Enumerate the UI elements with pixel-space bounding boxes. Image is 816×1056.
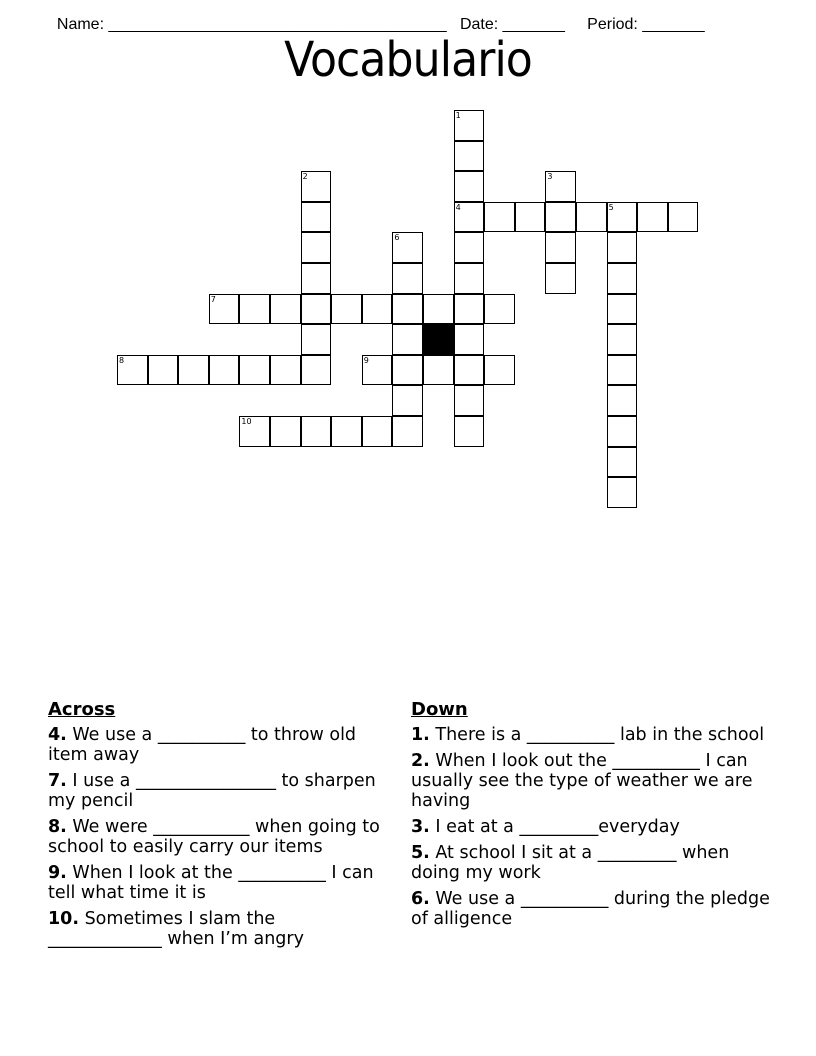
grid-cell[interactable] (362, 416, 393, 447)
grid-cell[interactable] (392, 324, 423, 355)
grid-cell[interactable] (454, 232, 485, 263)
grid-cell[interactable] (301, 294, 332, 325)
grid-cell[interactable] (545, 263, 576, 294)
grid-cell[interactable] (301, 202, 332, 233)
grid-cell[interactable] (607, 202, 638, 233)
name-field[interactable]: Name: ______________________________________ (56, 16, 447, 33)
black-cell (423, 324, 454, 355)
grid-cell[interactable] (270, 416, 301, 447)
grid-cell[interactable] (454, 202, 485, 233)
clue-number: 9 (363, 355, 369, 365)
grid-cell[interactable] (423, 355, 454, 386)
grid-cell[interactable] (239, 416, 270, 447)
grid-cell[interactable] (392, 355, 423, 386)
clue-number: 2 (302, 172, 308, 182)
grid-cell[interactable] (117, 355, 148, 386)
period-field[interactable]: Period: _______ (587, 16, 705, 33)
across-heading: Across (48, 699, 116, 720)
clue-number: 4 (455, 202, 461, 212)
grid-cell[interactable] (454, 263, 485, 294)
clue-number: 3 (547, 172, 553, 182)
grid-cell[interactable] (607, 324, 638, 355)
grid-cell[interactable] (301, 355, 332, 386)
clue-down-2: 2. When I look out the __________ I can usually see the type of weather we are having (411, 751, 753, 811)
grid-cell[interactable] (301, 171, 332, 202)
grid-cell[interactable] (301, 232, 332, 263)
grid-cell[interactable] (301, 263, 332, 294)
grid-cell[interactable] (454, 355, 485, 386)
down-clues (411, 700, 781, 935)
clue-number: 5 (608, 202, 614, 212)
grid-cell[interactable] (607, 447, 638, 478)
grid-cell[interactable] (331, 294, 362, 325)
clue-number: 10 (241, 417, 252, 426)
grid-cell[interactable] (484, 202, 515, 233)
grid-cell[interactable] (362, 294, 393, 325)
grid-cell[interactable] (454, 110, 485, 141)
grid-cell[interactable] (637, 202, 668, 233)
grid-cell[interactable] (454, 416, 485, 447)
grid-cell[interactable] (239, 355, 270, 386)
page-title: Vocabulario (284, 32, 532, 88)
grid-cell[interactable] (209, 355, 240, 386)
grid-cell[interactable] (454, 324, 485, 355)
grid-cell[interactable] (454, 294, 485, 325)
grid-cell[interactable] (545, 202, 576, 233)
grid-cell[interactable] (515, 202, 546, 233)
down-heading: Down (411, 699, 468, 720)
clue-across-8: 8. We were ___________ when going to school to easily carry our items (48, 817, 380, 857)
clue-number: 1 (455, 111, 461, 120)
clue-across-9: 9. When I look at the __________ I can tell what time it is (48, 863, 374, 903)
grid-cell[interactable] (668, 202, 699, 233)
grid-cell[interactable] (607, 232, 638, 263)
grid-cell[interactable] (607, 355, 638, 386)
date-field[interactable]: Date: _______ (459, 16, 565, 33)
grid-cell[interactable] (423, 294, 454, 325)
grid-cell[interactable] (454, 385, 485, 416)
grid-cell[interactable] (392, 294, 423, 325)
grid-cell[interactable] (454, 141, 485, 172)
clue-down-3: 3. I eat at a _________everyday (411, 817, 680, 837)
grid-cell[interactable] (209, 294, 240, 325)
grid-cell[interactable] (331, 416, 362, 447)
grid-cell[interactable] (607, 263, 638, 294)
grid-cell[interactable] (270, 294, 301, 325)
grid-cell[interactable] (607, 294, 638, 325)
grid-cell[interactable] (362, 355, 393, 386)
grid-cell[interactable] (392, 232, 423, 263)
clue-down-6: 6. We use a __________ during the pledge of alligence (411, 889, 770, 929)
clue-across-4: 4. We use a __________ to throw old item away (48, 725, 357, 765)
grid-cell[interactable] (484, 355, 515, 386)
clue-number: 8 (119, 355, 125, 365)
grid-cell[interactable] (607, 416, 638, 447)
grid-cell[interactable] (454, 171, 485, 202)
clue-down-5: 5. At school I sit at a _________ when doing my work (411, 843, 730, 883)
grid-cell[interactable] (607, 385, 638, 416)
grid-cell[interactable] (607, 477, 638, 508)
grid-cell[interactable] (392, 416, 423, 447)
clue-number: 6 (394, 233, 400, 243)
clue-down-1: 1. There is a __________ lab in the school (411, 725, 765, 745)
grid-cell[interactable] (178, 355, 209, 386)
grid-cell[interactable] (484, 294, 515, 325)
grid-cell[interactable] (301, 416, 332, 447)
grid-cell[interactable] (576, 202, 607, 233)
grid-cell[interactable] (301, 324, 332, 355)
grid-cell[interactable] (392, 385, 423, 416)
clue-across-10: 10. Sometimes I slam the _____________ when I’m angry (48, 909, 304, 949)
across-clues (48, 700, 393, 955)
grid-cell[interactable] (270, 355, 301, 386)
grid-cell[interactable] (545, 232, 576, 263)
grid-cell[interactable] (392, 263, 423, 294)
clue-number: 7 (210, 294, 216, 304)
grid-cell[interactable] (545, 171, 576, 202)
grid-cell[interactable] (239, 294, 270, 325)
grid-cell[interactable] (148, 355, 179, 386)
crossword-grid (0, 0, 816, 520)
clue-across-7: 7. I use a ________________ to sharpen my pencil (48, 771, 376, 811)
